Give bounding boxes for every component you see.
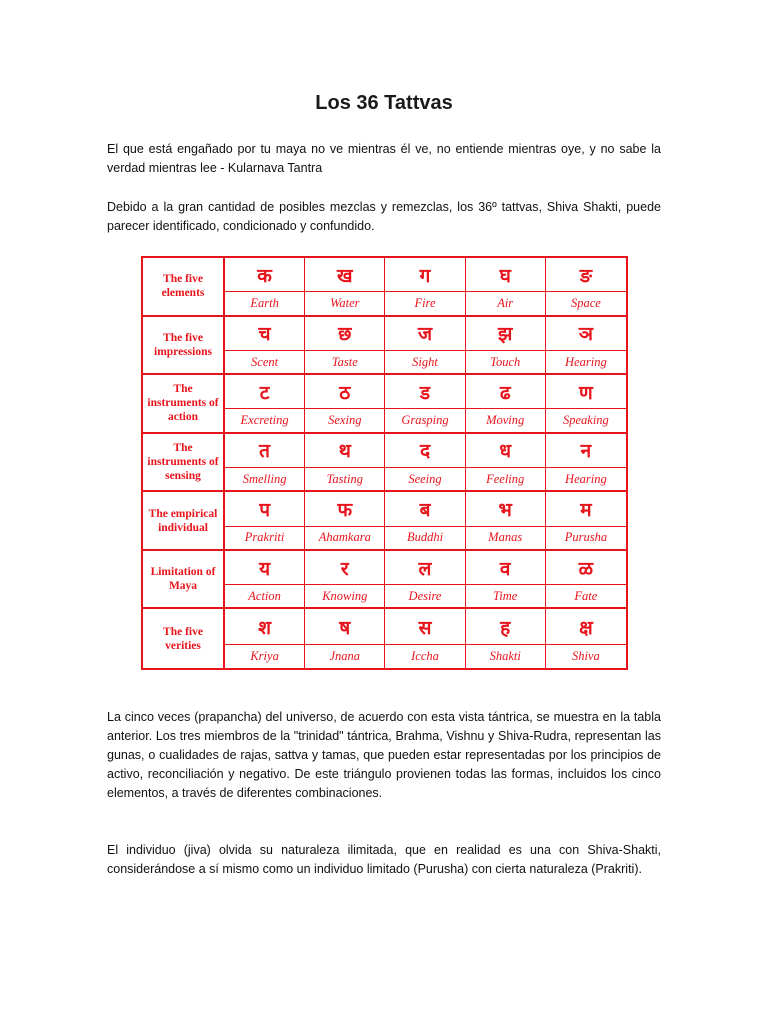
- tattva-meaning: Shakti: [489, 648, 521, 663]
- row-label: The instruments of action: [143, 375, 225, 434]
- devanagari-letter: न: [546, 434, 626, 468]
- devanagari-letter: ध: [466, 434, 545, 468]
- tattva-meaning: Jnana: [329, 648, 361, 663]
- tattva-cell: [385, 375, 465, 434]
- tattva-meaning: Seeing: [408, 471, 442, 486]
- devanagari-letter: थ: [305, 434, 384, 468]
- tattva-cell: [305, 258, 385, 317]
- devanagari-letter: ड: [385, 375, 464, 409]
- tattva-cell: [385, 609, 465, 668]
- devanagari-letter: घ: [466, 258, 545, 292]
- devanagari-letter: ष: [305, 609, 384, 645]
- devanagari-letter: त: [225, 434, 304, 468]
- tattva-cell: [466, 434, 546, 493]
- tattva-cell: [466, 492, 546, 551]
- devanagari-letter: ह: [466, 609, 545, 645]
- tattva-cell: [385, 492, 465, 551]
- prapancha-paragraph: La cinco veces (prapancha) del universo, de acuerdo con esta vista tántrica, se muestra en la tabla anterior. Los tres miembros de la "trinidad" tántrica, Brahma, Vishnu y Shiva-Rudra, representan las gunas, o cualidades de rajas, sattva y tamas, que pueden estar representadas por los principios de activo, reconciliación y negativo. De este triángulo provienen todas las formas, incluidos los cinco elementos, a través de diferentes combinaciones.: [107, 710, 661, 800]
- tattva-meaning: Air: [497, 295, 514, 310]
- devanagari-letter: च: [225, 317, 304, 351]
- tattva-meaning: Ahamkara: [318, 530, 371, 545]
- page-title: Los 36 Tattvas: [315, 92, 453, 114]
- devanagari-letter: फ: [305, 492, 384, 526]
- tattva-cell: [546, 317, 626, 376]
- devanagari-letter: छ: [305, 317, 384, 351]
- tattva-meaning: Kriya: [250, 648, 279, 663]
- tattva-meaning: Smelling: [242, 471, 287, 486]
- devanagari-letter: झ: [466, 317, 545, 351]
- row-label: The five verities: [143, 609, 225, 668]
- tattva-meaning: Grasping: [401, 413, 449, 428]
- tattva-cell: [305, 375, 385, 434]
- tattva-meaning: Tasting: [326, 471, 363, 486]
- tattva-cell: [225, 258, 305, 317]
- tattva-meaning: Water: [330, 295, 360, 310]
- devanagari-letter: क्ष: [546, 609, 626, 645]
- tattva-cell: [385, 317, 465, 376]
- tattva-meaning: Taste: [331, 354, 358, 369]
- tattva-meaning: Feeling: [486, 471, 525, 486]
- tattva-cell: [546, 609, 626, 668]
- devanagari-letter: ज: [385, 317, 464, 351]
- devanagari-letter: ळ: [546, 551, 626, 585]
- tattva-meaning: Fire: [414, 295, 436, 310]
- tattva-cell: [305, 609, 385, 668]
- tattva-cell: [225, 317, 305, 376]
- row-label: The empirical individual: [143, 492, 225, 551]
- devanagari-letter: ब: [385, 492, 464, 526]
- tattva-cell: [385, 551, 465, 610]
- row-label: The five elements: [143, 258, 225, 317]
- devanagari-letter: ण: [546, 375, 626, 409]
- tattva-meaning: Sight: [412, 354, 438, 369]
- devanagari-letter: य: [225, 551, 304, 585]
- tattva-meaning: Action: [248, 588, 281, 603]
- tattva-cell: [546, 258, 626, 317]
- tattva-cell: [546, 434, 626, 493]
- tattva-table: [141, 256, 628, 670]
- tattva-cell: [466, 375, 546, 434]
- tattva-cell: [305, 434, 385, 493]
- tattva-meaning: Shiva: [572, 648, 600, 663]
- tattva-meaning: Speaking: [562, 413, 609, 428]
- tattva-cell: [225, 434, 305, 493]
- tattva-cell: [305, 317, 385, 376]
- devanagari-letter: म: [546, 492, 626, 526]
- row-label: Limitation of Maya: [143, 551, 225, 610]
- tattva-meaning: Manas: [488, 530, 523, 545]
- row-label: The instruments of sensing: [143, 434, 225, 493]
- devanagari-letter: द: [385, 434, 464, 468]
- devanagari-letter: क: [225, 258, 304, 292]
- tattva-meaning: Prakriti: [244, 530, 285, 545]
- devanagari-letter: श: [225, 609, 304, 645]
- tattva-meaning: Scent: [251, 354, 279, 369]
- tattva-cell: [546, 551, 626, 610]
- jiva-paragraph: El individuo (jiva) olvida su naturaleza ilimitada, que en realidad es una con Shiva-Shakti, considerándose a sí mismo como un individuo limitado (Purusha) con cierta naturaleza (Prakriti).: [107, 843, 661, 876]
- tattva-meaning: Earth: [250, 295, 279, 310]
- tattva-meaning: Hearing: [565, 471, 607, 486]
- tattva-cell: [546, 375, 626, 434]
- tattva-meaning: Purusha: [564, 530, 608, 545]
- tattva-cell: [305, 551, 385, 610]
- tattva-meaning: Buddhi: [406, 530, 444, 545]
- tattva-cell: [546, 492, 626, 551]
- devanagari-letter: ढ: [466, 375, 545, 409]
- tattva-meaning: Moving: [486, 413, 525, 428]
- intro-paragraph: Debido a la gran cantidad de posibles mezclas y remezclas, los 36º tattvas, Shiva Shakti, puede parecer identificado, condicionado y confundido.: [107, 200, 661, 233]
- tattva-meaning: Space: [570, 295, 601, 310]
- devanagari-letter: प: [225, 492, 304, 526]
- tattva-meaning: Iccha: [411, 648, 439, 663]
- tattva-cell: [466, 317, 546, 376]
- devanagari-letter: स: [385, 609, 464, 645]
- tattva-meaning: Hearing: [565, 354, 607, 369]
- row-label: The five impressions: [143, 317, 225, 376]
- tattva-cell: [225, 609, 305, 668]
- devanagari-letter: ञ: [546, 317, 626, 351]
- tattva-cell: [466, 609, 546, 668]
- tattva-meaning: Touch: [490, 354, 521, 369]
- tattva-meaning: Fate: [574, 588, 598, 603]
- devanagari-letter: र: [305, 551, 384, 585]
- devanagari-letter: ठ: [305, 375, 384, 409]
- tattva-cell: [466, 258, 546, 317]
- tattva-cell: [385, 258, 465, 317]
- tattva-cell: [385, 434, 465, 493]
- epigraph-paragraph: El que está engañado por tu maya no ve mientras él ve, no entiende mientras oye, y no sabe la verdad mientras lee - Kularnava Tantra: [107, 142, 661, 175]
- devanagari-letter: ग: [385, 258, 464, 292]
- devanagari-letter: ङ: [546, 258, 626, 292]
- tattva-meaning: Time: [493, 588, 518, 603]
- devanagari-letter: व: [466, 551, 545, 585]
- devanagari-letter: भ: [466, 492, 545, 526]
- tattva-cell: [225, 551, 305, 610]
- tattva-meaning: Desire: [408, 588, 442, 603]
- devanagari-letter: ट: [225, 375, 304, 409]
- tattva-cell: [225, 492, 305, 551]
- devanagari-letter: ल: [385, 551, 464, 585]
- tattva-meaning: Knowing: [322, 588, 368, 603]
- tattva-cell: [225, 375, 305, 434]
- devanagari-letter: ख: [305, 258, 384, 292]
- tattva-cell: [305, 492, 385, 551]
- tattva-meaning: Excreting: [240, 413, 289, 428]
- tattva-cell: [466, 551, 546, 610]
- tattva-meaning: Sexing: [328, 413, 362, 428]
